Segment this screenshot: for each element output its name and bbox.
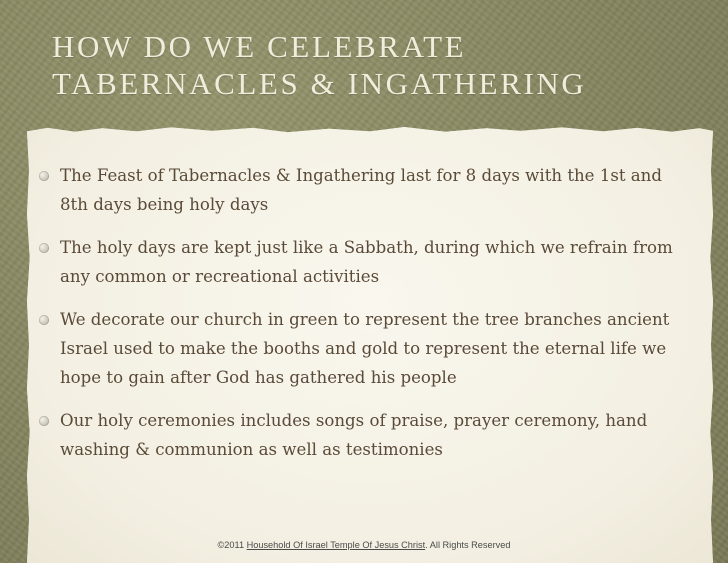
footer-suffix: . All Rights Reserved [425,540,511,550]
bullet-item [60,161,690,219]
bullet-dot-icon [39,243,49,253]
title-line-1: HOW DO WE CELEBRATE [52,29,467,64]
bullet-item [60,305,690,392]
title-line-2: TABERNACLES & INGATHERING [52,66,587,101]
bullet-list [60,161,690,478]
organization-link[interactable]: Household Of Israel Temple Of Jesus Christ [246,540,426,550]
copyright-footer [0,540,728,550]
bullet-item [60,406,690,464]
bullet-dot-icon [39,315,49,325]
bullet-item [60,233,690,291]
bullet-text: Our holy ceremonies includes songs of praise, prayer ceremony, hand washing & communion as well as testimonies [60,411,648,459]
bullet-text: The holy days are kept just like a Sabbath, during which we refrain from any common or recreational activities [60,238,673,286]
bullet-text: We decorate our church in green to represent the tree branches ancient Israel used to make the booths and gold to represent the eternal life we hope to gain after God has gathered his people [60,310,670,387]
footer-prefix: ©2011 [217,540,247,550]
bullet-dot-icon [39,416,49,426]
bullet-dot-icon [39,171,49,181]
slide-title [52,28,692,102]
bullet-text: The Feast of Tabernacles & Ingathering last for 8 days with the 1st and 8th days being holy days [60,166,662,214]
